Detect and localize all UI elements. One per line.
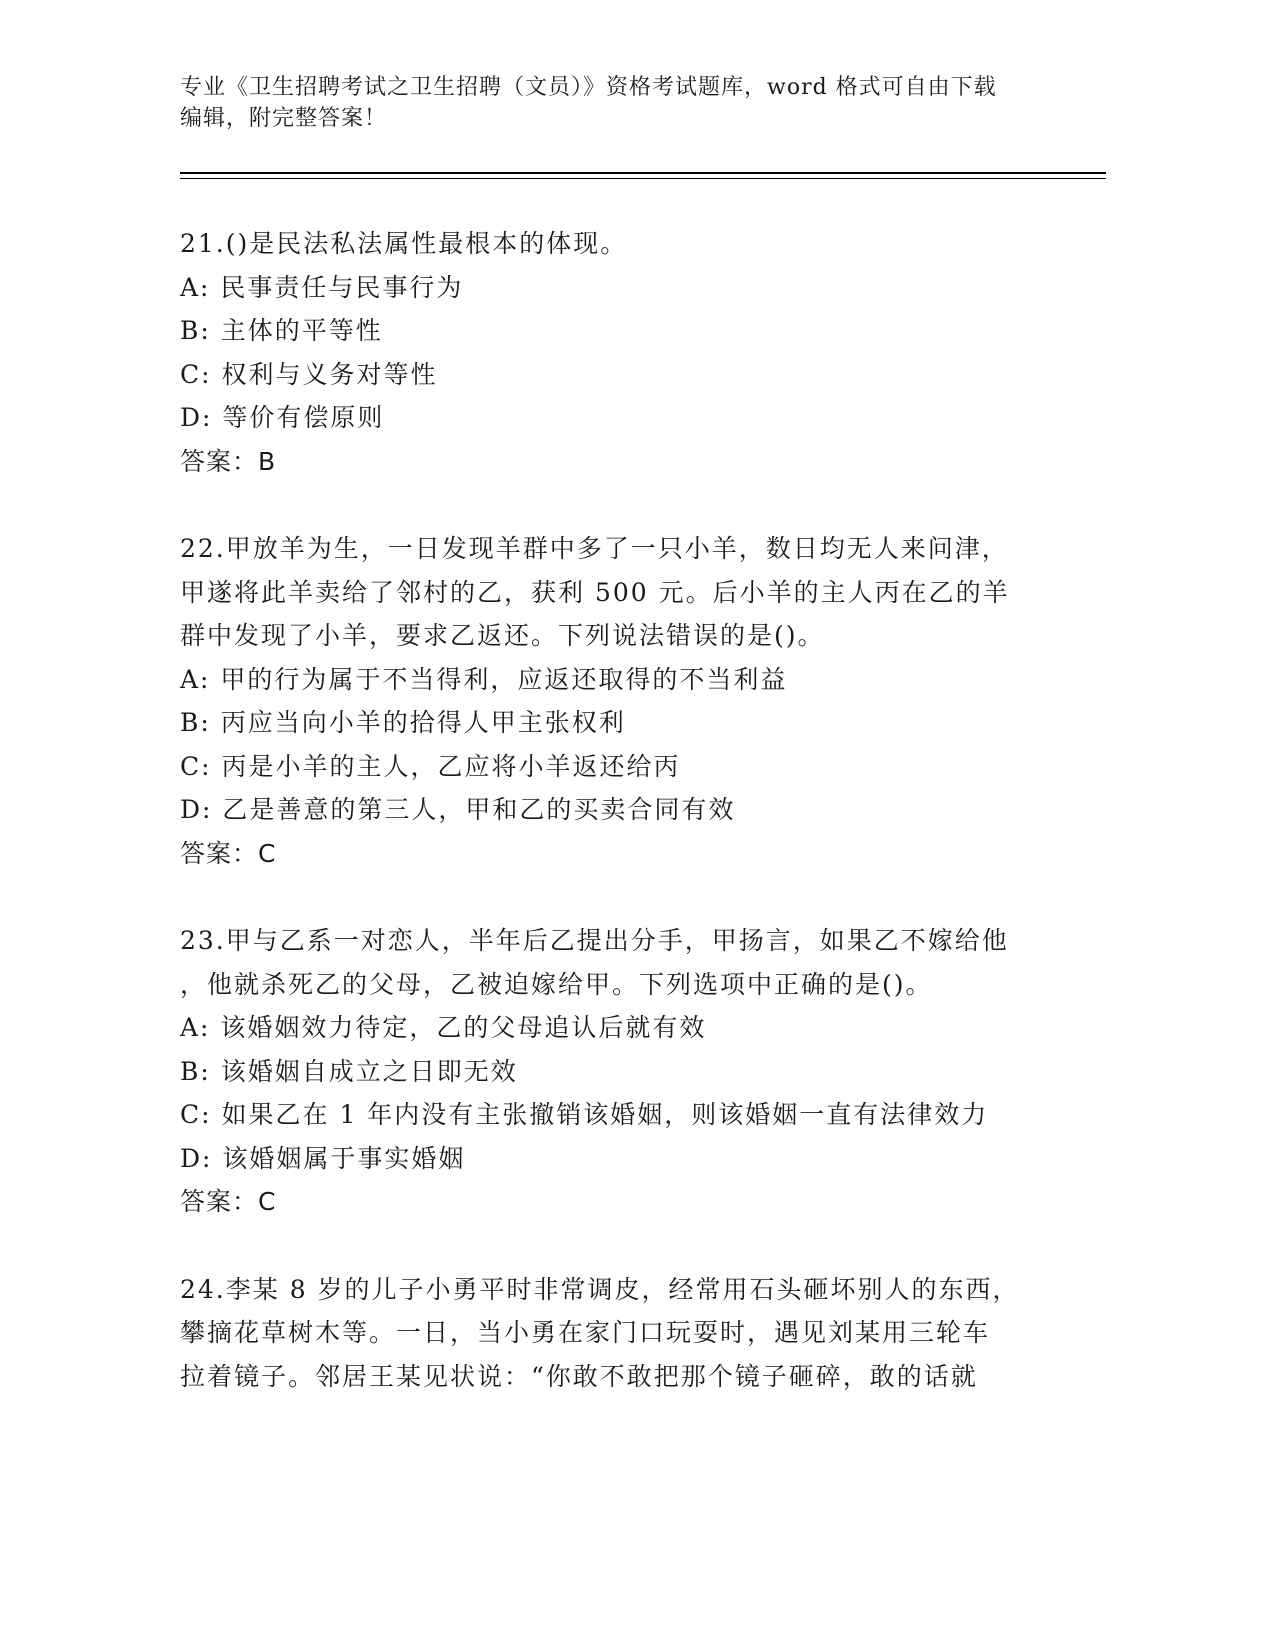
document-header [180, 72, 1060, 134]
stem-line: 22.甲放羊为生，一日发现羊群中多了一只小羊，数日均无人来问津， [180, 534, 1009, 563]
answer-label: 答案：C [180, 1187, 277, 1216]
option-c: C: 权利与义务对等性 [180, 359, 438, 389]
stem-line: 23.甲与乙系一对恋人，半年后乙提出分手，甲扬言，如果乙不嫁给他 [180, 926, 1009, 955]
stem-line: 群中发现了小羊，要求乙返还。下列说法错误的是()。 [180, 621, 825, 650]
stem-line: 甲遂将此羊卖给了邻村的乙，获利 500 元。后小羊的主人丙在乙的羊 [180, 577, 1010, 607]
option-b: B: 主体的平等性 [180, 316, 383, 345]
question-list [180, 222, 1060, 1442]
question-stem [180, 919, 1060, 1006]
question-stem [180, 1268, 1060, 1399]
option-a: A: 甲的行为属于不当得利，应返还取得的不当利益 [180, 664, 788, 694]
question-24 [180, 1268, 1060, 1399]
header-line-2: 编辑，附完整答案！ [180, 106, 388, 131]
answer-label: 答案：C [180, 838, 277, 868]
header-divider-thin [180, 178, 1106, 179]
question-23 [180, 919, 1060, 1224]
question-stem [180, 527, 1060, 658]
stem-line: 21.()是民法私法属性最根本的体现。 [180, 229, 628, 258]
header-divider-thick [180, 172, 1106, 174]
option-b: B: 丙应当向小羊的拾得人甲主张权利 [180, 708, 626, 737]
option-b: B: 该婚姻自成立之日即无效 [180, 1056, 518, 1086]
stem-line: 拉着镜子。邻居王某见状说：“你敢不敢把那个镜子砸碎，敢的话就 [180, 1361, 978, 1391]
option-d: D: 等价有偿原则 [180, 403, 385, 432]
option-c: C: 丙是小羊的主人，乙应将小羊返还给丙 [180, 751, 681, 781]
stem-line: ，他就杀死乙的父母，乙被迫嫁给甲。下列选项中正确的是()。 [180, 969, 933, 999]
option-d: D: 乙是善意的第三人，甲和乙的买卖合同有效 [180, 795, 736, 824]
answer-label: 答案：B [180, 446, 277, 476]
header-line-1: 专业《卫生招聘考试之卫生招聘（文员）》资格考试题库，word 格式可自由下载 [180, 75, 997, 100]
question-stem [180, 222, 1060, 266]
question-22 [180, 527, 1060, 875]
stem-line: 攀摘花草树木等。一日，当小勇在家门口玩耍时，遇见刘某用三轮车 [180, 1318, 991, 1347]
option-a: A: 该婚姻效力待定，乙的父母追认后就有效 [180, 1013, 707, 1042]
stem-line: 24.李某 8 岁的儿子小勇平时非常调皮，经常用石头砸坏别人的东西， [180, 1274, 1020, 1304]
question-21 [180, 222, 1060, 483]
option-d: D: 该婚姻属于事实婚姻 [180, 1143, 466, 1173]
option-a: A: 民事责任与民事行为 [180, 272, 464, 302]
option-c: C: 如果乙在 1 年内没有主张撤销该婚姻，则该婚姻一直有法律效力 [180, 1100, 989, 1129]
